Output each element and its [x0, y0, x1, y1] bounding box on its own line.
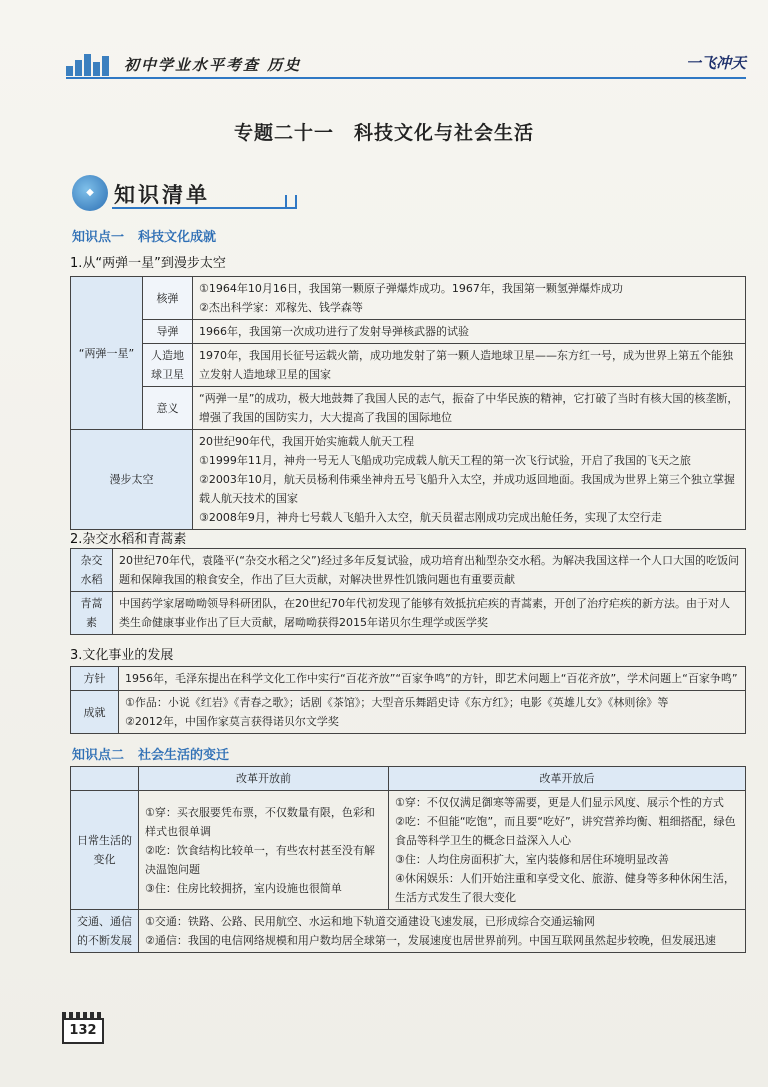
row-content: 20世纪90年代，我国开始实施载人航天工程 ①1999年11月，神舟一号无人飞船成功完成载人航天工程的第一次飞行试验，开启了我国的飞天之旅 ②2003年10月，航天员杨利伟乘坐神舟五号飞船升入太空，并成功返回地面。我国成为世界上第三个独立掌握载人航天技术的国家 ③2008年9月，神舟七号载人飞船升入太空，航天员翟志刚成功完成出舱任务，实现了太空行走: [193, 430, 746, 530]
header-bars-decoration: [66, 52, 116, 76]
knowledge-list-banner: [72, 175, 297, 211]
row-content: 1966年，我国第一次成功进行了发射导弹核武器的试验: [193, 320, 746, 344]
page-number: 132: [62, 1018, 104, 1044]
table-culture: [70, 666, 746, 734]
section-2-heading: 2.杂交水稻和青蒿素: [70, 532, 187, 547]
table-rice-artemisinin: [70, 548, 746, 635]
row-label: 导弹: [143, 320, 193, 344]
row-label: 核弹: [143, 277, 193, 320]
row-label: 杂交水稻: [71, 549, 113, 592]
kp1-label: 知识点一: [72, 230, 125, 245]
col-header-after: 改革开放后: [389, 767, 746, 791]
page-header: [66, 50, 746, 78]
banner-end-decoration: [285, 195, 297, 209]
group-label-two-bombs: “两弹一星”: [71, 277, 143, 430]
row-content: 中国药学家屠呦呦领导科研团队，在20世纪70年代初发现了能够有效抵抗疟疾的青蒿素，开创了治疗疟疾的新方法。由于对人类生命健康事业作出了巨大贡献，屠呦呦获得2015年诺贝尔生理学或医学奖: [113, 592, 746, 635]
row-label: 人造地球卫星: [143, 344, 193, 387]
col-header-before: 改革开放前: [139, 767, 389, 791]
publisher-logo: 一飞冲天: [685, 54, 746, 72]
row-content: 20世纪70年代，袁隆平(“杂交水稻之父”)经过多年反复试验，成功培育出籼型杂交水稻。为解决我国这样一个人口大国的吃饭问题和保障我国的粮食安全，作出了巨大贡献，对解决世界性饥饿问题也有重要贡献: [113, 549, 746, 592]
row-content: ①作品：小说《红岩》《青春之歌》；话剧《茶馆》；大型音乐舞蹈史诗《东方红》；电影《英雄儿女》《林则徐》等 ②2012年，中国作家莫言获得诺贝尔文学奖: [119, 691, 746, 734]
row-label: 青蒿素: [71, 592, 113, 635]
page-title: 专题二十一 科技文化与社会生活: [233, 122, 534, 144]
kp2-title: 社会生活的变迁: [138, 748, 230, 763]
knowledge-list-title: 知识清单: [114, 182, 210, 207]
kp1-title: 科技文化成就: [138, 230, 217, 245]
row-content: 1970年，我国用长征号运载火箭，成功地发射了第一颗人造地球卫星——东方红一号，成为世界上第五个能独立发射人造地球卫星的国家: [193, 344, 746, 387]
badge-icon: ◆: [72, 175, 108, 211]
transport-content: ①交通：铁路、公路、民用航空、水运和地下轨道交通建设飞速发展，已形成综合交通运输网 ②通信：我国的电信网络规模和用户数均居全球第一，发展速度也居世界前列。中国互联网虽然起步较晚，但发展迅速: [139, 910, 746, 953]
section-3-heading: 3.文化事业的发展: [70, 648, 174, 663]
row-label: 意义: [143, 387, 193, 430]
after-content: ①穿：不仅仅满足御寒等需要，更是人们显示风度、展示个性的方式 ②吃：不但能“吃饱”，而且要“吃好”，讲究营养均衡、粗细搭配，绿色食品等科学卫生的概念日益深入人心 ③住：人均住房面积扩大，室内装修和居住环境明显改善 ④休闲娱乐：人们开始注重和享受文化、旅游、健身等多种休闲生活，生活方式发生了很大变化: [389, 791, 746, 910]
knowledge-point-2: [72, 744, 229, 763]
book-title: 初中学业水平考查 历史: [124, 56, 302, 74]
row-label: 成就: [71, 691, 119, 734]
section-1-heading: 1.从“两弹一星”到漫步太空: [70, 256, 226, 271]
banner-rule: [112, 207, 297, 209]
kp2-label: 知识点二: [72, 748, 125, 763]
row-label-daily-life: 日常生活的变化: [71, 791, 139, 910]
row-label: 方针: [71, 667, 119, 691]
header-rule: [66, 77, 746, 79]
row-label-transport: 交通、通信的不断发展: [71, 910, 139, 953]
row-content: ①1964年10月16日，我国第一颗原子弹爆炸成功。1967年，我国第一颗氢弹爆炸成功 ②杰出科学家：邓稼先、钱学森等: [193, 277, 746, 320]
table-social-life: [70, 766, 746, 953]
corner-cell: [71, 767, 139, 791]
row-content: “两弹一星”的成功，极大地鼓舞了我国人民的志气，振奋了中华民族的精神，它打破了当时有核大国的核垄断，增强了我国的国防实力，大大提高了我国的国际地位: [193, 387, 746, 430]
row-label-space: 漫步太空: [71, 430, 193, 530]
row-content: 1956年，毛泽东提出在科学文化工作中实行“百花齐放”“百家争鸣”的方针，即艺术问题上“百花齐放”，学术问题上“百家争鸣”: [119, 667, 746, 691]
knowledge-point-1: [72, 226, 216, 245]
table-two-bombs: [70, 276, 746, 530]
before-content: ①穿：买衣服要凭布票，不仅数量有限，色彩和样式也很单调 ②吃：饮食结构比较单一，有些农村甚至没有解决温饱问题 ③住：住房比较拥挤，室内设施也很简单: [139, 791, 389, 910]
